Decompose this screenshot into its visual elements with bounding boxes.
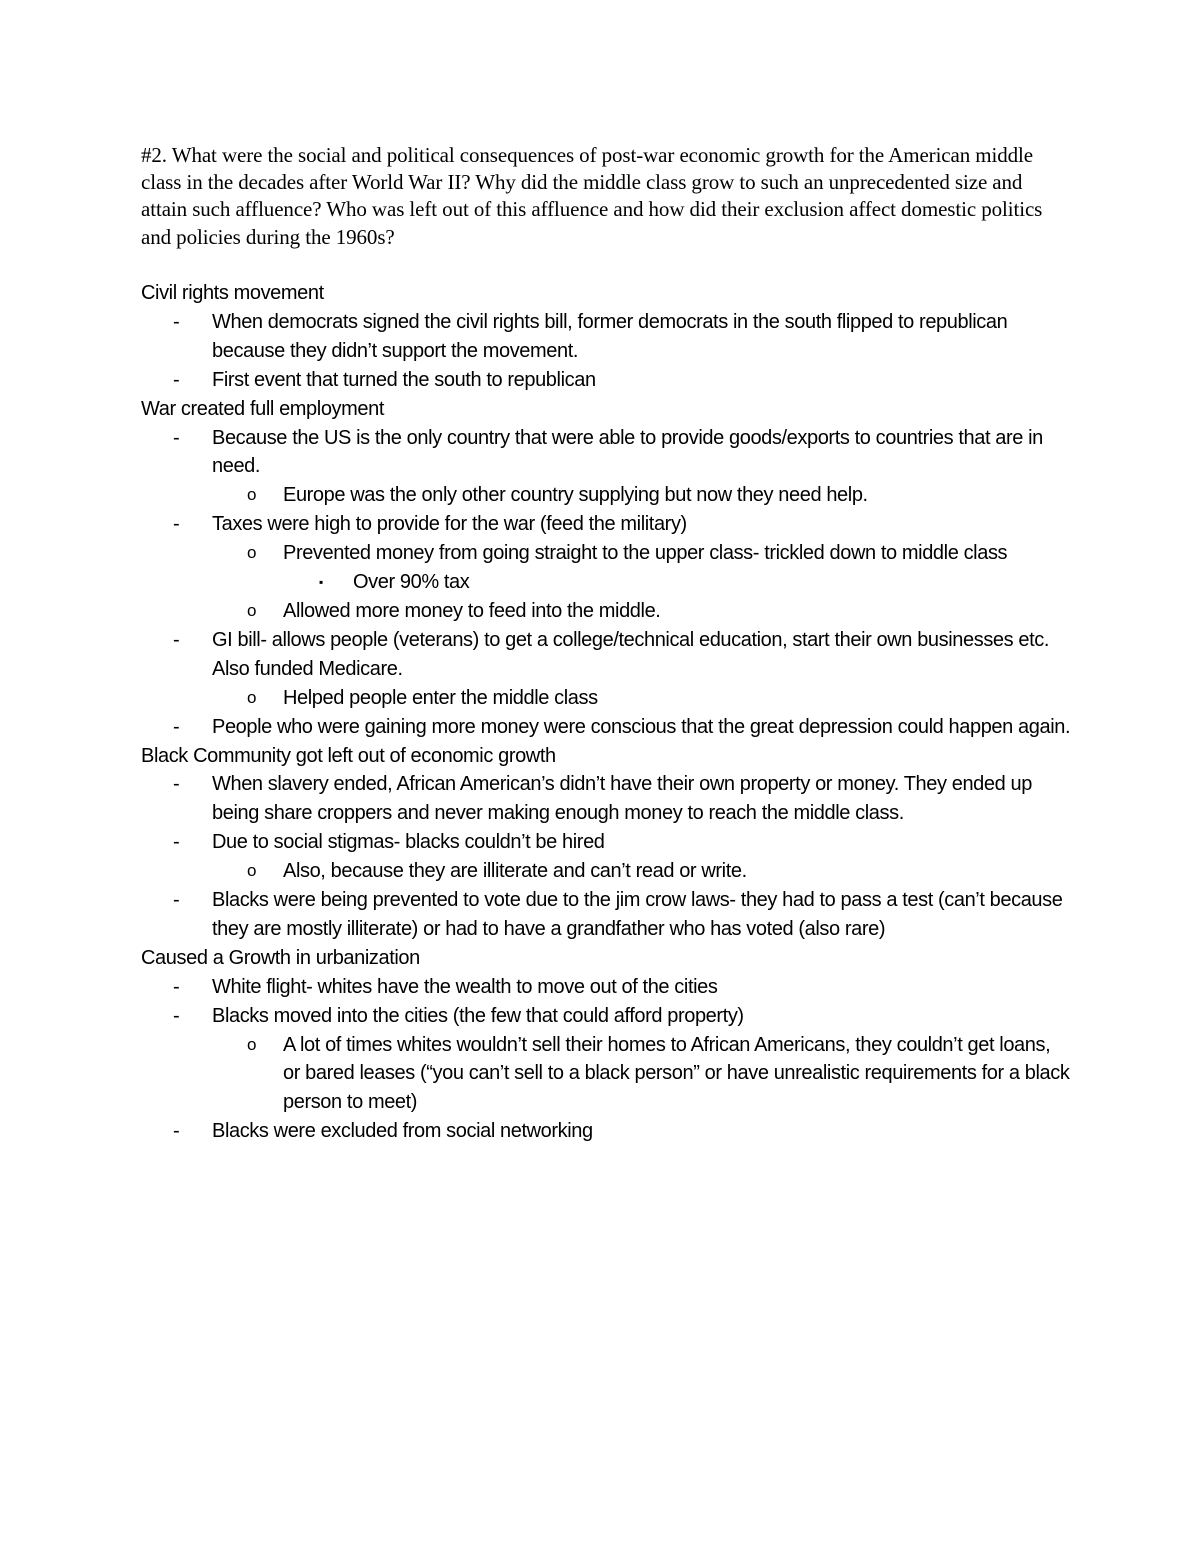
section-heading: War created full employment [141,397,384,420]
list-item-text: Blacks moved into the cities (the few that could afford property) [212,1004,744,1027]
list-item-text: People who were gaining more money were conscious that the great depression could happen again. [212,715,1071,738]
dash-bullet: - [173,513,180,536]
circle-bullet: o [247,543,257,563]
circle-bullet: o [247,861,257,881]
list-item-text: Due to social stigmas- blacks couldn’t be hired [212,831,605,854]
sub-list-item [141,597,1071,626]
circle-bullet: o [247,687,257,707]
list-item-text: Blacks were being prevented to vote due to the jim crow laws- they had to pass a test (can’t because they are mostly illiterate) or had to have a grandfather who has voted (also rare) [212,889,1063,940]
list-item-text: Prevented money from going straight to the upper class- trickled down to middle class [283,542,1008,565]
list-item [141,424,1071,482]
circle-bullet: o [247,600,257,620]
notes-outline [141,279,1071,1146]
list-item [141,973,1071,1002]
list-item [141,713,1071,742]
list-item [141,1002,1071,1031]
list-item-text: A lot of times whites wouldn’t sell their homes to African Americans, they couldn’t get loans, or bared leases (“you can’t sell to a black person” or have unrealistic requirements for a black person to meet) [283,1033,1070,1114]
list-item-text: When democrats signed the civil rights bill, former democrats in the south flipped to republican because they didn’t support the movement. [212,310,1008,362]
list-item [141,510,1071,539]
list-item-text: First event that turned the south to republican [212,368,596,391]
section-heading: Black Community got left out of economic growth [141,744,556,767]
list-item-text: White flight- whites have the wealth to move out of the cities [212,975,718,998]
dash-bullet: - [173,1120,180,1143]
section-heading: Civil rights movement [141,282,324,304]
list-item-text: Over 90% tax [353,571,470,594]
list-item-text: GI bill- allows people (veterans) to get a college/technical education, start their own businesses etc. Also funded Medicare. [212,628,1050,680]
dash-bullet: - [173,1004,180,1027]
sub-list-item [141,857,1071,886]
question-paragraph: #2. What were the social and political consequences of post-war economic growth for the American middle class in the decades after World War II? Why did the middle class grow to such an unprecedented size and attain such affluence? Who was left out of this affluence and how did their exclusion affect domestic politics and policies during the 1960s? [141,143,1043,249]
dash-bullet: - [173,889,180,912]
list-item [141,828,1071,857]
sub-list-item [141,481,1071,510]
dash-bullet: - [173,426,180,449]
dash-bullet: - [173,975,180,998]
list-item-text: Helped people enter the middle class [283,686,598,709]
dash-bullet: - [173,773,180,796]
list-item-text: Europe was the only other country supplying but now they need help. [283,484,868,507]
circle-bullet: o [247,1034,257,1054]
list-item [141,770,1071,828]
list-item [141,626,1071,684]
dash-bullet: - [173,310,180,333]
list-item-text: Also, because they are illiterate and can’t read or write. [283,860,747,883]
dash-bullet: - [173,715,180,738]
circle-bullet: o [247,485,257,505]
square-bullet: ▪ [319,575,323,590]
dash-bullet: - [173,628,180,651]
list-item-text: Blacks were excluded from social networking [212,1120,593,1143]
list-item [141,308,1071,366]
list-item [141,1117,1071,1146]
sub-sub-list-item [141,568,1071,597]
list-item-text: Allowed more money to feed into the middle. [283,599,661,622]
section-heading: Caused a Growth in urbanization [141,946,420,969]
list-item [141,886,1071,944]
list-item-text: When slavery ended, African American’s didn’t have their own property or money. They ended up being share croppers and never making enough money to reach the middle class. [212,773,1032,825]
dash-bullet: - [173,831,180,854]
dash-bullet: - [173,368,180,391]
list-item [141,366,1071,395]
sub-list-item [141,684,1071,713]
list-item-text: Taxes were high to provide for the war (feed the military) [212,513,687,536]
list-item-text: Because the US is the only country that were able to provide goods/exports to countries that are in need. [212,426,1043,478]
sub-list-item [141,1031,1071,1118]
sub-list-item [141,539,1071,568]
